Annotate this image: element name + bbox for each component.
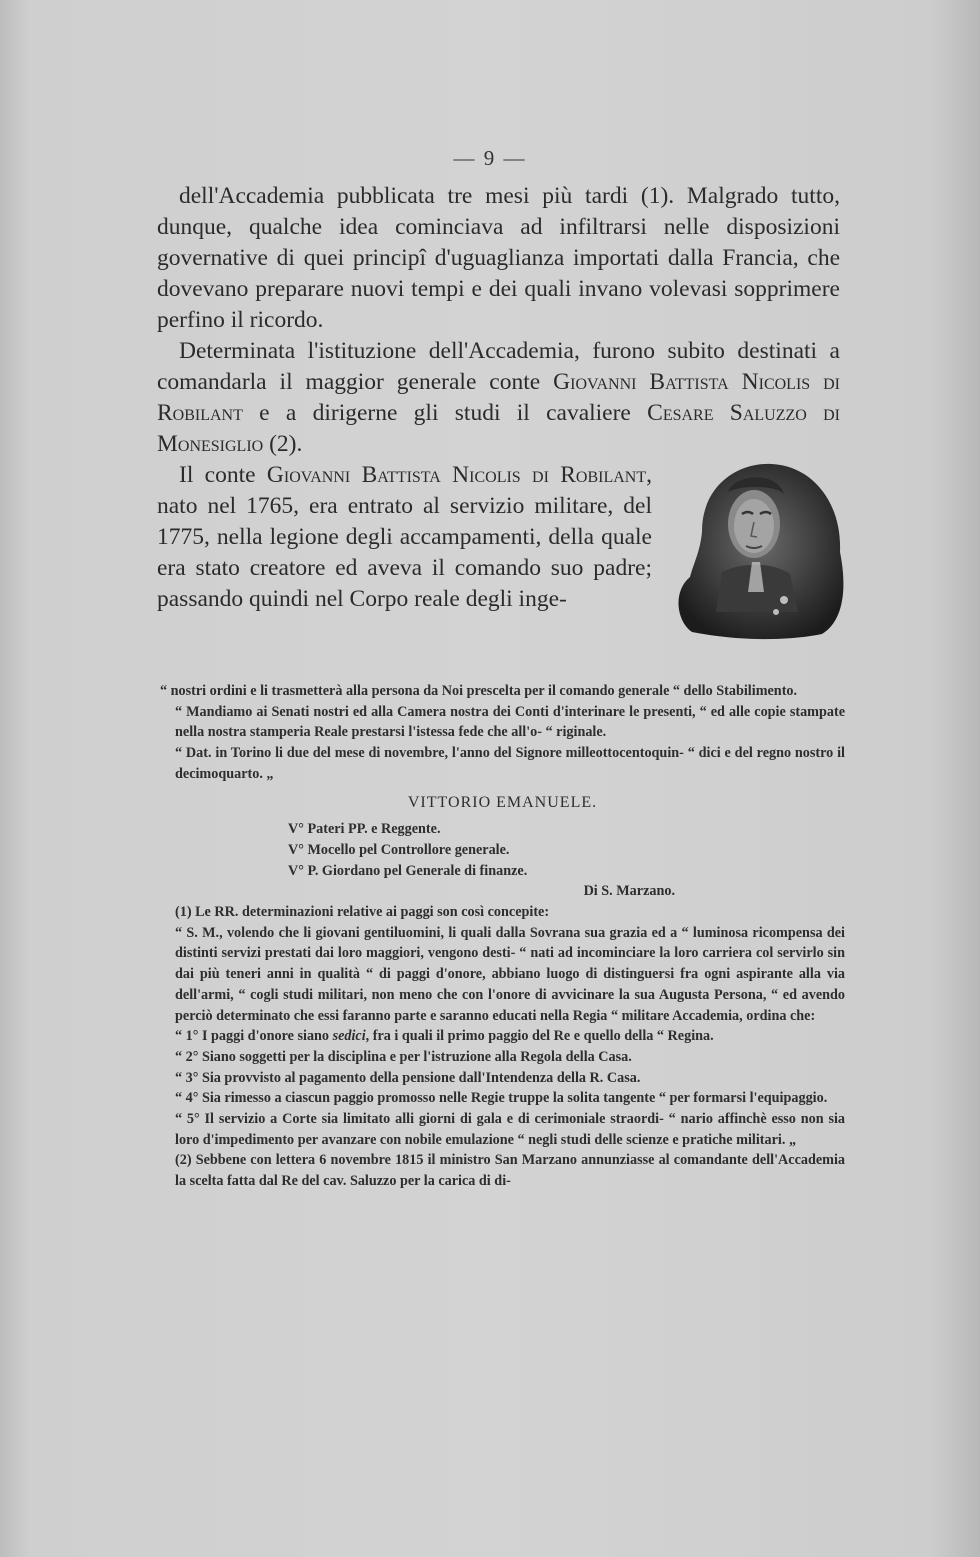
- portrait-image: [672, 462, 850, 642]
- paragraph-2: Determinata l'istituzione dell'Accademia, furono subito destinati a comandarla il maggior generale conte Giovanni Battista Nicolis di Robilant e a dirigerne gli studi il cavaliere Cesare Saluzzo di Monesiglio (2).: [157, 338, 840, 457]
- footnote-2: (2) Sebbene con lettera 6 novembre 1815 il ministro San Marzano annunziasse al comandante dell'Accademia la scelta fatta dal Re del cav. Saluzzo per la carica di di-: [175, 1152, 845, 1190]
- paragraph-1: dell'Accademia pubblicata tre mesi più tardi (1). Malgrado tutto, dunque, qualche idea cominciava ad infiltrarsi nelle disposizioni governative di quei principî d'uguaglianza importati dalla Francia, che dovevano preparare nuovi tempi e dei quali invano volevasi sopprimere perfino il ricordo.: [157, 183, 840, 333]
- decree-continuation-2: “ Mandiamo ai Senati nostri ed alla Camera nostra dei Conti d'interinare le presenti, “ ed alle copie stampate nella nostra stamperia Reale prestarsi l'istessa fede che all'o- “ riginale.: [175, 703, 845, 741]
- footnote-1-item-3: “ 3° Sia provvisto al pagamento della pensione dall'Intendenza della R. Casa.: [175, 1069, 641, 1086]
- footnote-1-intro: (1) Le RR. determinazioni relative ai paggi son così concepite:: [175, 904, 550, 921]
- person-name-saluzzo: Cesare Saluzzo di Monesiglio: [157, 400, 840, 457]
- visa-line-2: V° Mocello pel Controllore generale.: [288, 841, 510, 858]
- main-text: [157, 181, 840, 642]
- footnotes: [160, 681, 845, 1192]
- visa-line-3: V° P. Giordano pel Generale di finanze.: [288, 862, 528, 879]
- royal-signature: VITTORIO EMANUELE.: [407, 793, 598, 811]
- footnote-1-item-4: “ 4° Sia rimesso a ciascun paggio promosso nelle Regie truppe la solita tangente “ per formarsi l'equipaggio.: [175, 1090, 828, 1107]
- person-name-robilant: Giovanni Battista Nicolis di Robilant: [157, 369, 840, 426]
- countersignature: Di S. Marzano.: [583, 883, 675, 900]
- footnote-1-item-1: “ 1° I paggi d'onore siano sedici, fra i quali il primo paggio del Re e quello della “ Regina.: [175, 1028, 714, 1045]
- footnote-1-item-2: “ 2° Siano soggetti per la disciplina e per l'istruzione alla Regola della Casa.: [175, 1048, 632, 1065]
- page-number: — 9 —: [453, 146, 527, 170]
- footnote-1-item-5: “ 5° Il servizio a Corte sia limitato alli giorni di gala e di cerimoniale straordi- “ nario affinchè esso non sia loro d'impedimento per avanzare con nobile emulazione “ negli studi delle scienze e pratiche militari. „: [175, 1111, 845, 1148]
- visa-line-1: V° Pateri PP. e Reggente.: [288, 821, 441, 838]
- decree-continuation-3: “ Dat. in Torino li due del mese di novembre, l'anno del Signore milleottocentoquin- “ dici e del regno nostro il decimoquarto. „: [175, 745, 845, 782]
- decree-continuation-1: “ nostri ordini e li trasmetterà alla persona da Noi prescelta per il comando generale “ dello Stabilimento.: [160, 683, 798, 699]
- paragraph-3: Il conte Giovanni Battista Nicolis di Robilant, nato nel 1765, era entrato al servizio militare, del 1775, nella legione degli accampamenti, della quale era stato creatore ed aveva il comando suo padre; passando quindi nel Corpo reale degli inge-: [157, 462, 652, 612]
- person-name-robilant-2: Giovanni Battista Nicolis di Robilant: [266, 462, 647, 488]
- footnote-1-body: “ S. M., volendo che li giovani gentiluomini, li quali dalla Sovrana sua grazia ed a “ luminosa ricompensa dei distinti servizi prestati dai loro maggiori, vengono desti- “ nati ad incominciare la loro carriera col servirlo sin dai più teneri anni in qualità “ di paggi d'onore, abbiano luogo di distinguersi fra ogni aspirante alla via dell'armi, “ cogli studi militari, non meno che con l'onore di avvicinare la sua Augusta Persona, “ ed avendo perciò determinato che essi faranno parte e saranno educati nella Regia “ militare Accademia, ordina che:: [175, 924, 845, 1024]
- emphasis-sedici: sedici: [332, 1028, 366, 1045]
- paragraph-3-with-portrait: [157, 460, 840, 615]
